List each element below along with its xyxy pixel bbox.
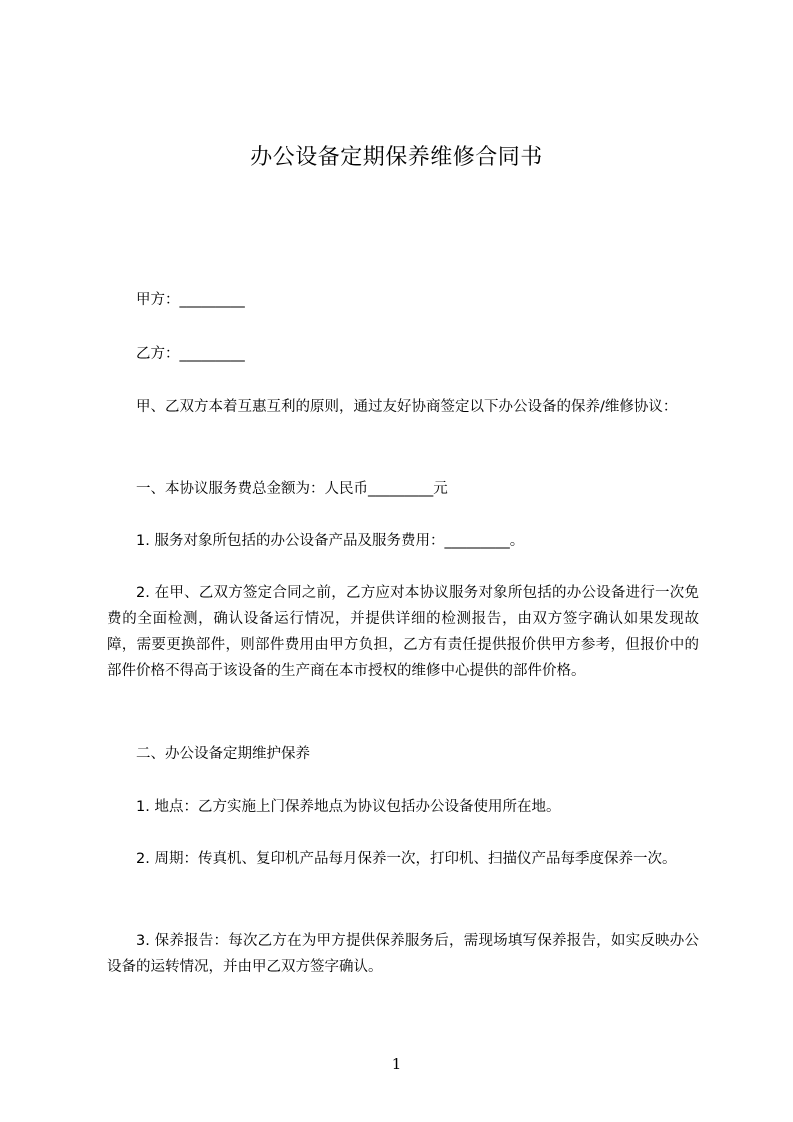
party-a-line: 甲方：_________: [136, 292, 245, 308]
page-number: 1: [391, 1055, 402, 1073]
party-b-line: 乙方：_________: [136, 346, 245, 362]
section2-heading: 二、办公设备定期维护保养: [136, 746, 310, 762]
section1-item1: 1. 服务对象所包括的办公设备产品及服务费用：_________。: [136, 533, 525, 549]
section2-item1: 1. 地点：乙方实施上门保养地点为协议包括办公设备使用所在地。: [136, 799, 561, 815]
section2-item2: 2. 周期：传真机、复印机产品每月保养一次，打印机、扫描仪产品每季度保养一次。: [136, 851, 677, 867]
section1-heading: 一、本协议服务费总金额为：人民币_________元: [136, 481, 448, 497]
intro-paragraph: 甲、乙双方本着互惠互利的原则，通过友好协商签定以下办公设备的保养/维修协议：: [136, 399, 678, 415]
document-title: 办公设备定期保养维修合同书: [250, 145, 543, 170]
section1-item2: 2. 在甲、乙双方签定合同之前，乙方应对本协议服务对象所包括的办公设备进行一次免费的全面检测，确认设备运行情况，并提供详细的检测报告，由双方签字确认如果发现故障，需要更换部件，则部件费用由甲方负担，乙方有责任提供报价供甲方参考，但报价中的部件价格不得高于该设备的生产商在本市授权的维修中心提供的部件价格。: [107, 585, 699, 679]
section2-item3: 3. 保养报告：每次乙方在为甲方提供保养服务后，需现场填写保养报告，如实反映办公设备的运转情况，并由甲乙双方签字确认。: [107, 933, 699, 975]
